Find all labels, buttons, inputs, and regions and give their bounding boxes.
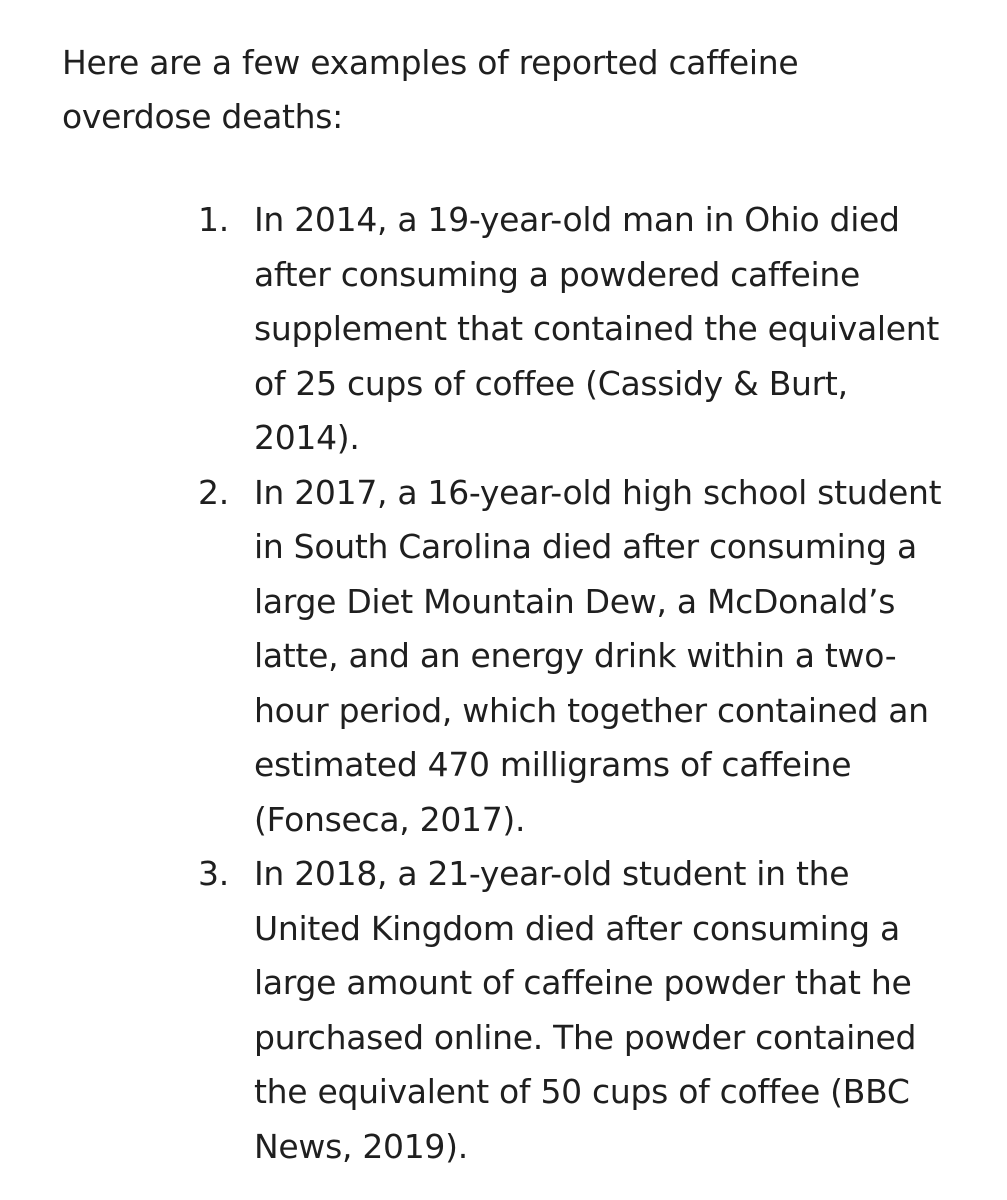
- list-item-number: 2.: [198, 472, 229, 512]
- list-item-text: In 2018, a 21-year-old student in the United Kingdom died after consuming a large amount of caffeine powder that he purchased online. The powder contained the equivalent of 50 cups of coffee (BBC News, 2019).: [254, 854, 917, 1166]
- overdose-examples-list: [198, 193, 958, 1174]
- list-item-number: 1.: [198, 200, 229, 239]
- list-item: [198, 193, 958, 466]
- list-item: [198, 847, 958, 1174]
- list-item-text: In 2017, a 16-year-old high school student in South Carolina died after consuming a large Diet Mountain Dew, a McDonald’s latte, and an energy drink within a two-hour period, which together contained an estimated 470 milligrams of caffeine (Fonseca, 2017).: [254, 472, 942, 839]
- list-item-text: In 2014, a 19-year-old man in Ohio died after consuming a powdered caffeine supplement that contained the equivalent of 25 cups of coffee (Cassidy & Burt, 2014).: [254, 200, 940, 457]
- list-item: [198, 466, 958, 848]
- list-item-number: 3.: [198, 854, 229, 893]
- intro-paragraph: Here are a few examples of reported caffeine overdose deaths:: [62, 43, 799, 136]
